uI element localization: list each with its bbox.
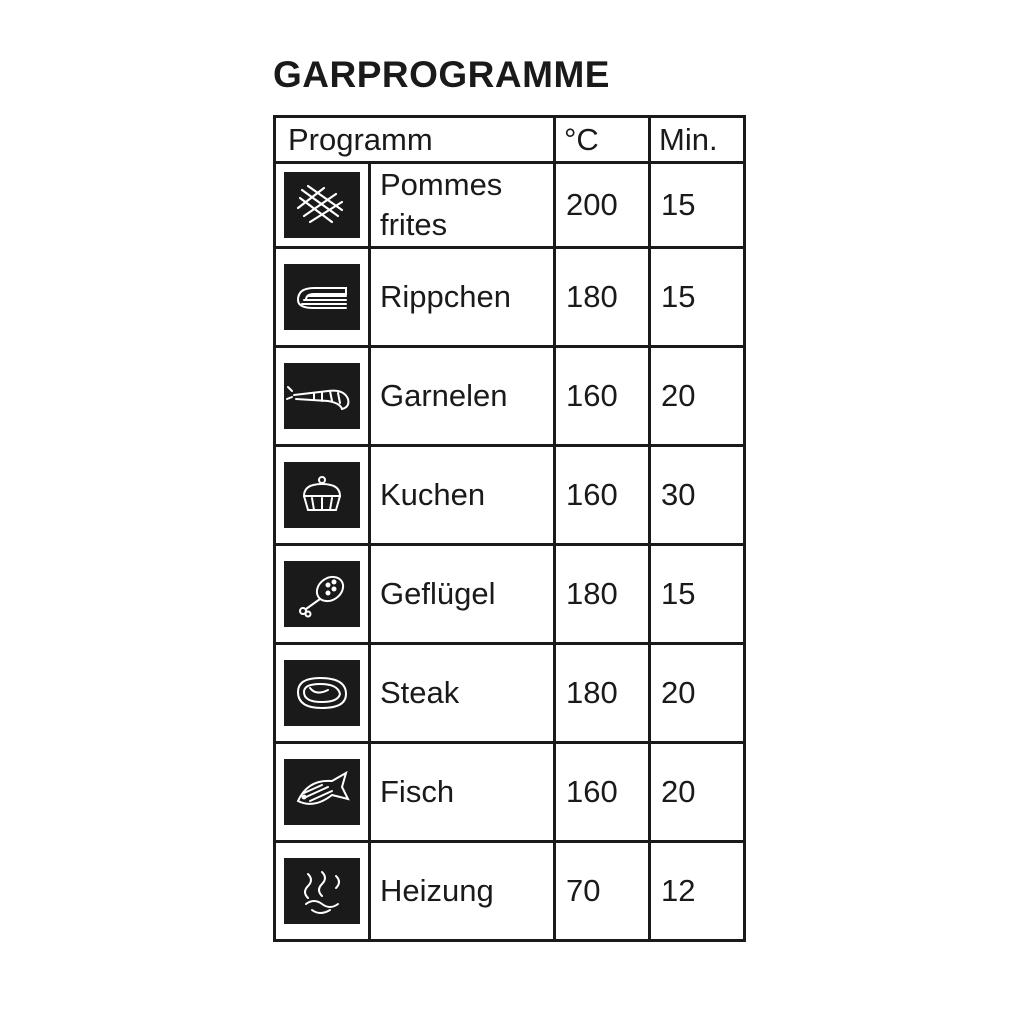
header-minutes: Min. [650,117,745,163]
program-minutes: 20 [650,347,745,446]
program-temperature: 180 [555,545,650,644]
program-minutes: 15 [650,248,745,347]
program-minutes: 20 [650,644,745,743]
program-minutes: 15 [650,545,745,644]
poultry-icon [284,561,360,627]
program-temperature: 160 [555,446,650,545]
program-name: Fisch [370,743,555,842]
table-row [275,446,745,545]
shrimp-icon [284,363,360,429]
table-row [275,842,745,941]
program-minutes: 20 [650,743,745,842]
table-row [275,743,745,842]
program-name-line2: frites [380,207,448,242]
cake-icon [284,462,360,528]
page-title: GARPROGRAMME [273,54,610,95]
program-name: Geflügel [370,545,555,644]
program-minutes: 12 [650,842,745,941]
fish-icon [284,759,360,825]
program-temperature: 160 [555,347,650,446]
table-row [275,347,745,446]
table-row [275,644,745,743]
ribs-icon [284,264,360,330]
program-name: Pommes [380,167,503,202]
program-temperature: 70 [555,842,650,941]
fries-icon [284,172,360,238]
program-name: Heizung [370,842,555,941]
table-row [275,163,745,248]
program-name: Kuchen [370,446,555,545]
table-row [275,545,745,644]
program-name: Rippchen [370,248,555,347]
heating-icon [284,858,360,924]
program-temperature: 160 [555,743,650,842]
program-minutes: 30 [650,446,745,545]
program-temperature: 180 [555,644,650,743]
cooking-programs-table [273,115,746,942]
program-name: Steak [370,644,555,743]
header-program: Programm [275,117,555,163]
program-name: Garnelen [370,347,555,446]
table-row [275,248,745,347]
program-minutes: 15 [650,163,745,248]
program-temperature: 200 [555,163,650,248]
table-header-row [275,117,745,163]
header-temperature: °C [555,117,650,163]
program-temperature: 180 [555,248,650,347]
steak-icon [284,660,360,726]
